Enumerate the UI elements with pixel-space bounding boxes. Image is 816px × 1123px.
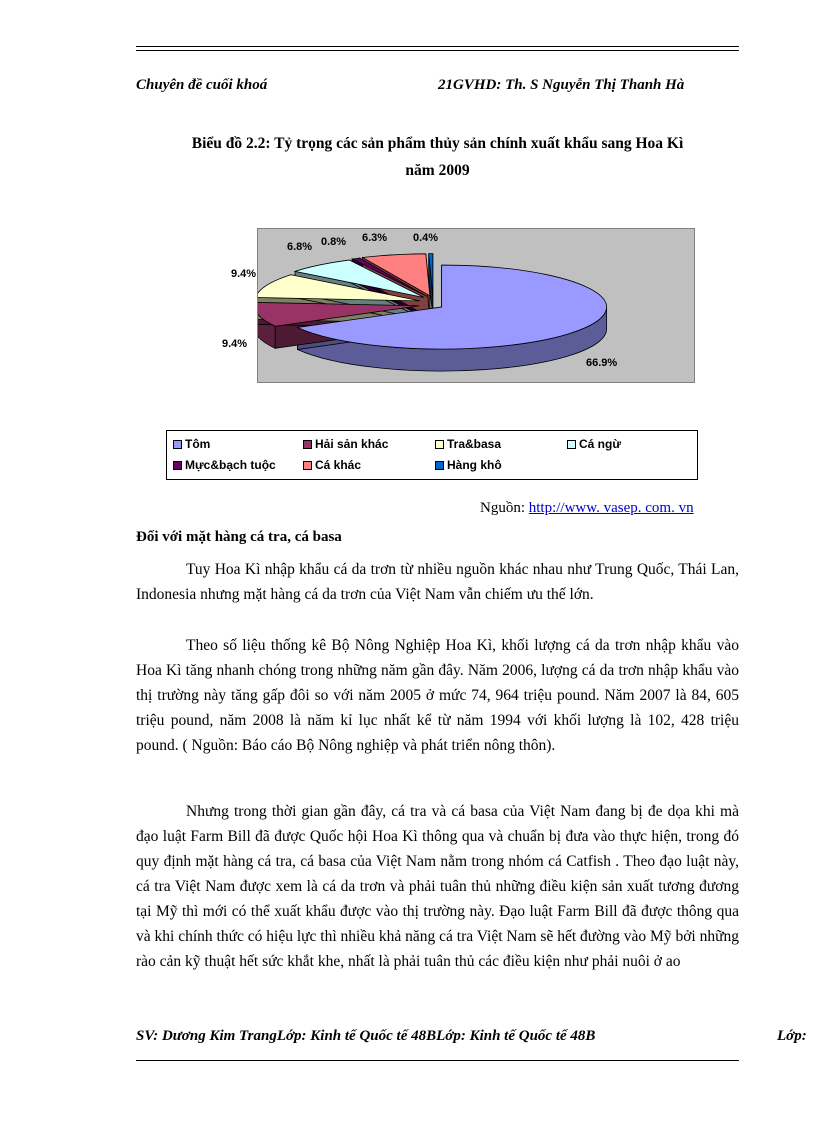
pie-value-label-0: 66.9% xyxy=(586,357,618,369)
pie-chart-plot-area xyxy=(257,228,695,383)
header-right: 21GVHD: Th. S Nguyễn Thị Thanh Hà xyxy=(438,77,685,93)
paragraph-3: Nhưng trong thời gian gần đây, cá tra và cá basa của Việt Nam đang bị đe dọa khi mà đạo luật Farm Bill đã được Quốc hội Hoa Kì thông qua và chuẩn bị đưa vào thực hiện, trong đó quy định mặt hàng cá tra, cá basa của Việt Nam nằm trong nhóm cá Catfish . Theo đạo luật này, cá tra Việt Nam được xem là cá da trơn và phải tuân thủ những điều kiện sản xuất tương đương tại Mỹ thì mới có thể xuất khẩu được vào thị trường này. Đạo luật Farm Bill đã được thông qua và khi chính thức có hiệu lực thì nhiều khả năng cá tra Việt Nam sẽ hết đường vào Mỹ bởi những rào cản kỹ thuật hết sức khắt khe, nhất là phải tuân thủ các điều kiện như phải nuôi ở ao xyxy=(136,803,739,970)
legend-swatch-1 xyxy=(303,440,312,449)
header-rule-top xyxy=(136,46,739,47)
legend-label-4: Mực&bạch tuộc xyxy=(185,458,276,472)
pie-chart xyxy=(258,229,694,382)
legend-swatch-4 xyxy=(173,461,182,470)
legend-item-2 xyxy=(435,437,501,451)
legend-item-1 xyxy=(303,437,388,451)
header-rule-bottom xyxy=(136,50,739,51)
legend-item-3 xyxy=(567,437,621,451)
legend-swatch-0 xyxy=(173,440,182,449)
legend-label-3: Cá ngừ xyxy=(579,437,622,451)
legend-swatch-2 xyxy=(435,440,444,449)
paragraph-1: Tuy Hoa Kì nhập khẩu cá da trơn từ nhiều nguồn khác nhau như Trung Quốc, Thái Lan, Indonesia nhưng mặt hàng cá da trơn của Việt Nam vẫn chiếm ưu thế lớn. xyxy=(136,561,739,603)
legend-swatch-3 xyxy=(567,440,576,449)
legend-label-6: Hàng khô xyxy=(447,458,502,472)
pie-value-label-6: 0.4% xyxy=(413,232,439,244)
legend-label-5: Cá khác xyxy=(315,458,362,472)
footer-right: Lớp: xyxy=(777,1028,807,1044)
pie-value-label-4: 0.8% xyxy=(321,236,347,248)
footer-left: SV: Dương Kim TrangLớp: Kinh tế Quốc tế 48BLớp: Kinh tế Quốc tế 48B xyxy=(136,1028,596,1044)
chart-legend xyxy=(166,430,698,480)
section-heading: Đối với mặt hàng cá tra, cá basa xyxy=(136,529,342,545)
pie-value-label-2: 9.4% xyxy=(231,268,257,280)
source-link[interactable]: http://www. vasep. com. vn xyxy=(528,500,694,516)
pie-value-label-5: 6.3% xyxy=(362,232,388,244)
footer-rule xyxy=(136,1060,739,1061)
pie-value-label-1: 9.4% xyxy=(222,338,248,350)
legend-item-0 xyxy=(173,437,210,451)
legend-swatch-5 xyxy=(303,461,312,470)
legend-swatch-6 xyxy=(435,461,444,470)
source-line xyxy=(480,500,694,517)
legend-item-4 xyxy=(173,458,276,472)
paragraph-2: Theo số liệu thống kê Bộ Nông Nghiệp Hoa Kì, khối lượng cá da trơn nhập khẩu vào Hoa Kì tăng nhanh chóng trong những năm gần đây. Năm 2006, lượng cá da trơn nhập khẩu vào thị trường này tăng gấp đôi so với năm 2005 ở mức 74, 964 triệu pound. Năm 2007 là 84, 605 triệu pound, năm 2008 là năm kỉ lục nhất kể từ năm 1994 với khối lượng là 102, 428 triệu pound. ( Nguồn: Báo cáo Bộ Nông nghiệp và phát triển nông thôn). xyxy=(136,637,739,754)
chart-title-line2: năm 2009 xyxy=(405,162,470,179)
legend-item-5 xyxy=(303,458,361,472)
legend-item-6 xyxy=(435,458,502,472)
header-left: Chuyên đề cuối khoá xyxy=(136,77,268,93)
legend-label-0: Tôm xyxy=(185,437,211,451)
pie-value-label-3: 6.8% xyxy=(287,241,313,253)
legend-label-1: Hải sản khác xyxy=(315,437,389,451)
chart-title-line1: Biểu đồ 2.2: Tỷ trọng các sản phẩm thủy sản chính xuất khẩu sang Hoa Kì xyxy=(191,135,684,152)
legend-label-2: Tra&basa xyxy=(447,437,502,451)
source-label: Nguồn: xyxy=(480,500,525,516)
